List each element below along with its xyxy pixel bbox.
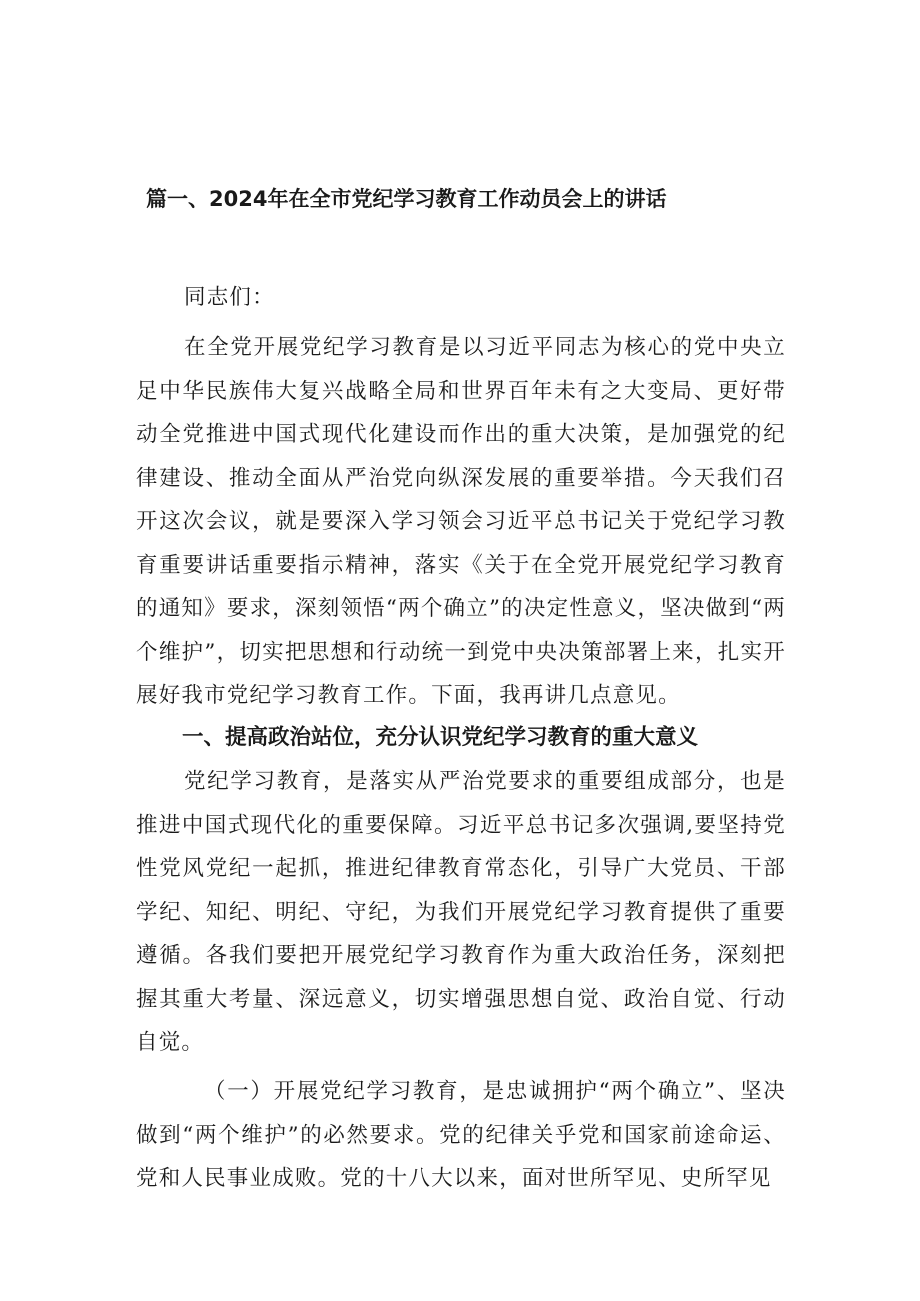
section-heading-1: 一、提高政治站位，充分认识党纪学习教育的重大意义 xyxy=(182,725,699,750)
paragraph-subsection-1: （一）开展党纪学习教育，是忠诚拥护“两个确立”、坚决做到“两个维护”的必然要求。党的纪律关乎党和国家前途命运、党和人民事业成败。党的十八大以来，面对世所罕见、史所罕见 xyxy=(136,1079,786,1191)
document-title: 篇一、2024年在全市党纪学习教育工作动员会上的讲话 xyxy=(146,187,667,211)
greeting: 同志们： xyxy=(184,285,275,310)
paragraph-intro: 在全党开展党纪学习教育是以习近平同志为核心的党中央立足中华民族伟大复兴战略全局和世界百年未有之大变局、更好带动全党推进中国式现代化建设而作出的重大决策，是加强党的纪律建设、推动全面从严治党向纵深发展的重要举措。今天我们召开这次会议，就是要深入学习领会习近平总书记关于党纪学习教育重要讲话重要指示精神，落实《关于在全党开展党纪学习教育的通知》要求，深刻领悟“两个确立”的决定性意义，坚决做到“两个维护”，切实把思想和行动统一到党中央决策部署上来，扎实开展好我市党纪学习教育工作。下面，我再讲几点意见。 xyxy=(136,335,786,708)
paragraph-section-1: 党纪学习教育，是落实从严治党要求的重要组成部分，也是推进中国式现代化的重要保障。习近平总书记多次强调,要坚持党性党风党纪一起抓，推进纪律教育常态化，引导广大党员、干部学纪、知纪、明纪、守纪，为我们开展党纪学习教育提供了重要遵循。各我们要把开展党纪学习教育作为重大政治任务，深刻把握其重大考量、深远意义，切实增强思想自觉、政治自觉、行动自觉。 xyxy=(136,769,786,1055)
